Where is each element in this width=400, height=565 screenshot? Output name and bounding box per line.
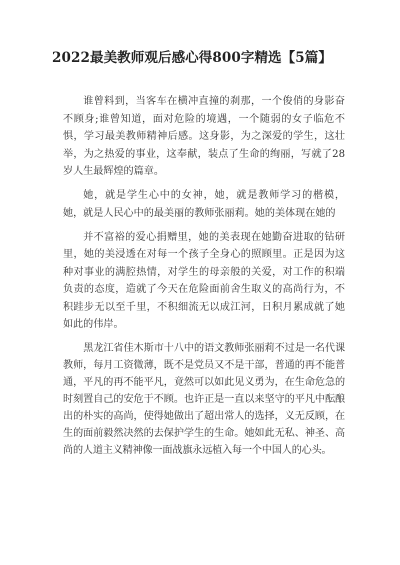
paragraph: 谁曾料到，当客车在横冲直撞的刹那，一个俊俏的身影奋不顾身;谁曾知道，面对危险的境遇，一个随弱的女子临危不惧，学习最美教师精神后感。这身影，为之深爱的学生，这壮举，为之热爱的事业，这奉献，装点了生命的绚丽，写就了28岁人生最辉煌的篇章。 (63, 96, 345, 177)
document-title: 2022最美教师观后感心得800字精选【5篇】 (52, 50, 332, 66)
paragraph: 黑龙江省佳木斯市十八中的语文教师张丽莉不过是一名代课教师，每月工资微薄，既不是党员又不是干部，普通的再不能普通，平凡的再不能平凡，竟然可以如此见义勇为，在生命危急的时刻置自己的安危于不顾。也许正是一直以来坚守的平凡中酝酿出的朴实的高尚，使得她做出了超出常人的选择，义无反顾，在生的面前毅然决然的去保护学生的生命。她如此无私、神圣、高尚的人道主义精神像一面战旗永远植入每一个中国人的心头。 (63, 343, 345, 456)
paragraph: 她，就是学生心中的女神，她，就是教师学习的楷模，她，就是人民心中的最美丽的教师张丽莉。她的美体现在她的 (63, 190, 345, 219)
paragraph: 并不富裕的爱心捐赠里，她的美表现在她勤奋进取的钻研里，她的美浸透在对每一个孩子全身心的照顾里。正是因为这种对事业的满腔热情，对学生的母亲般的关爱，对工作的积端负责的态度，造就了今天在危险面前舍生取义的高尚行为，不积跬步无以至千里，不积细流无以成江河，日积月累成就了她如此的伟岸。 (63, 231, 345, 330)
document-body (63, 93, 345, 466)
